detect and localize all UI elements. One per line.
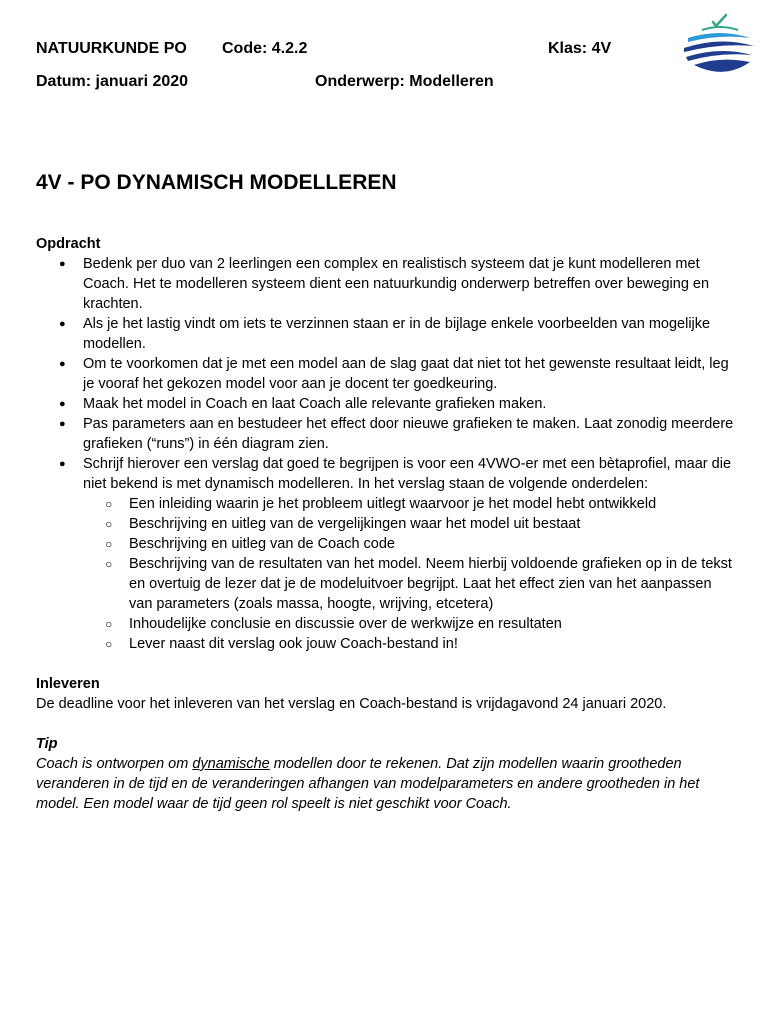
header-subject: NATUURKUNDE PO bbox=[36, 40, 187, 57]
list-item-text: Schrijf hierover een verslag dat goed te begrijpen is voor een 4VWO-er met een bètaprofiel, maar die niet bekend is met dynamisch modelleren. In het verslag staan de volgende onderdelen: bbox=[83, 456, 732, 492]
tip-text-start: Coach is ontworpen om bbox=[36, 756, 193, 772]
tip-text-end: modellen door te rekenen. Dat zijn modellen waarin grootheden veranderen in de tijd en de veranderingen afhangen van modelparameters en andere grootheden in het model. Een model waar de tijd geen rol speelt is niet geschikt voor Coach. bbox=[36, 756, 700, 812]
sub-list-item: ○ Beschrijving en uitleg van de vergelijkingen waar het model uit bestaat bbox=[129, 514, 736, 534]
opdracht-heading: Opdracht bbox=[36, 236, 101, 252]
list-item: ● Als je het lastig vindt om iets te verzinnen staan er in de bijlage enkele voorbeelden van mogelijke modellen. bbox=[83, 314, 736, 354]
opdracht-list bbox=[36, 254, 736, 654]
school-logo-icon bbox=[680, 10, 756, 82]
sub-list-item: ○ Beschrijving en uitleg van de Coach code bbox=[129, 534, 736, 554]
header-code: Code: 4.2.2 bbox=[222, 40, 308, 57]
tip-text bbox=[36, 754, 736, 814]
list-item: ● Maak het model in Coach en laat Coach alle relevante grafieken maken. bbox=[83, 394, 736, 414]
inleveren-text: De deadline voor het inleveren van het verslag en Coach-bestand is vrijdagavond 24 januari 2020. bbox=[36, 696, 667, 712]
tip-underlined-word: dynamische bbox=[192, 756, 270, 772]
sub-list-item: ○ Lever naast dit verslag ook jouw Coach-bestand in! bbox=[129, 634, 736, 654]
list-item: ● Bedenk per duo van 2 leerlingen een complex en realistisch systeem dat je kunt modelleren met Coach. Het te modelleren systeem dient een natuurkundig onderwerp betreffen over beweging en krachten. bbox=[83, 254, 736, 314]
list-item: ● Om te voorkomen dat je met een model aan de slag gaat dat niet tot het gewenste resultaat leidt, leg je vooraf het gekozen model voor aan je docent ter goedkeuring. bbox=[83, 354, 736, 394]
inleveren-heading: Inleveren bbox=[36, 676, 100, 692]
tip-heading: Tip bbox=[36, 736, 58, 752]
sub-list-item: ○ Inhoudelijke conclusie en discussie over de werkwijze en resultaten bbox=[129, 614, 736, 634]
list-item: ● Pas parameters aan en bestudeer het effect door nieuwe grafieken te maken. Laat zonodig meerdere grafieken (“runs”) in één diagram zien. bbox=[83, 414, 736, 454]
list-item-with-subitems bbox=[83, 454, 736, 654]
header-class: Klas: 4V bbox=[548, 40, 612, 57]
report-parts-list bbox=[83, 494, 736, 654]
page-title: 4V - PO DYNAMISCH MODELLEREN bbox=[36, 171, 397, 194]
sub-list-item: ○ Beschrijving van de resultaten van het model. Neem hierbij voldoende grafieken op in de tekst en overtuig de lezer dat je de modeluitvoer begrijpt. Laat het effect zien van het aanpassen van parameters (zoals massa, hoogte, wrijving, etcetera) bbox=[129, 554, 736, 614]
header-topic: Onderwerp: Modelleren bbox=[315, 73, 494, 90]
document-body bbox=[36, 234, 736, 814]
sub-list-item: ○ Een inleiding waarin je het probleem uitlegt waarvoor je het model hebt ontwikkeld bbox=[129, 494, 736, 514]
header-date: Datum: januari 2020 bbox=[36, 73, 189, 90]
